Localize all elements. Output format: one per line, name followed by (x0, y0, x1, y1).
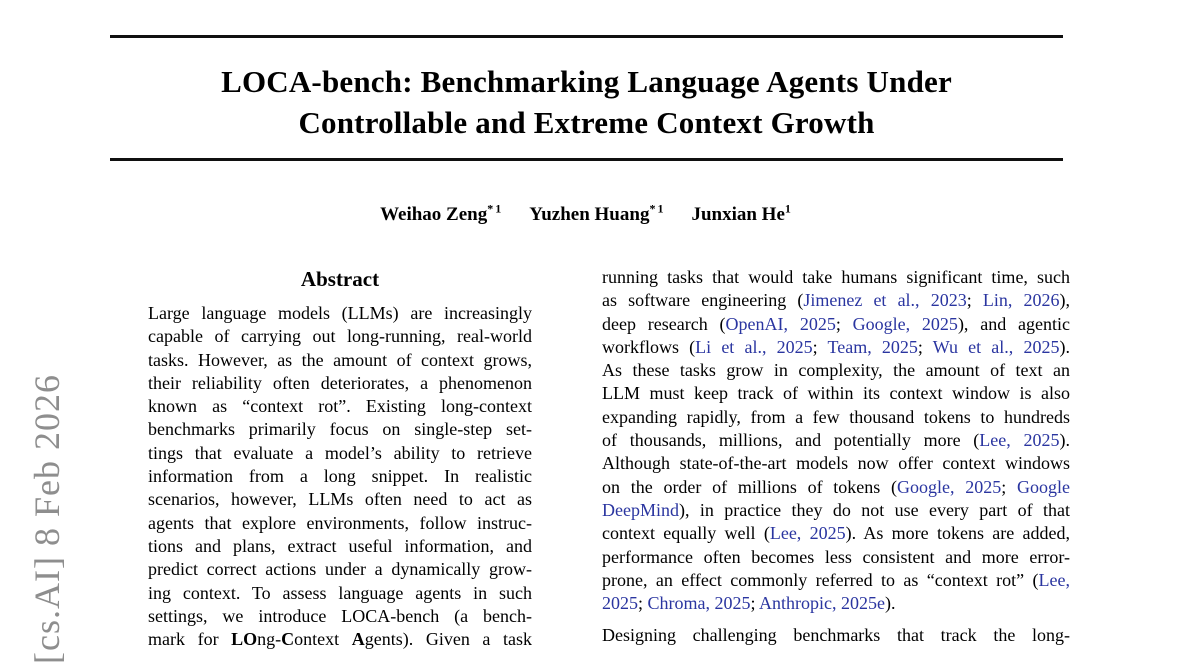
text-line: LLM must keep track of within its context window is also (602, 383, 1070, 404)
text-line: performance often becomes less consistent and more error- (602, 546, 1070, 567)
text-line: agents that explore environments, follow instruc- (148, 512, 532, 533)
text-line: prone, an effect commonly referred to as “context rot” (Lee, (602, 569, 1070, 590)
text-line: on the order of millions of tokens (Google, 2025; Google (602, 476, 1070, 497)
text-line: tions and plans, extract useful information, and (148, 535, 532, 556)
text-line: capable of carrying out long-running, real-world (148, 326, 532, 347)
text-line: Designing challenging benchmarks that track the long- (602, 625, 1070, 646)
abstract-paragraph (148, 302, 532, 651)
bold-text: LO (231, 629, 258, 650)
title-rule-bottom (110, 158, 1063, 161)
author-superscript: *1 (649, 202, 666, 216)
citation-link[interactable]: Google, 2025 (897, 476, 1002, 497)
citation-link[interactable]: Team, 2025 (827, 336, 918, 357)
citation-link[interactable]: DeepMind (602, 499, 679, 520)
text-line: scenarios, however, LLMs often need to act as (148, 489, 532, 510)
author-list (110, 202, 1063, 226)
intro-right-column (602, 266, 1070, 648)
paper-title-line1: LOCA-bench: Benchmarking Language Agents Under (221, 64, 952, 99)
text-line: ing context. To assess language agents in such (148, 582, 532, 603)
author-superscript: 1 (784, 202, 793, 216)
abstract-column (148, 302, 532, 651)
text-line: Large language models (LLMs) are increasingly (148, 303, 532, 323)
text-line: their reliability often deteriorates, a phenomenon (148, 372, 532, 393)
citation-link[interactable]: Lee, 2025 (979, 430, 1060, 451)
citation-link[interactable]: 2025 (602, 593, 638, 614)
author-name: Weihao Zeng (380, 204, 488, 226)
citation-link[interactable]: Google (1016, 476, 1070, 497)
text-line: running tasks that would take humans significant time, such (602, 267, 1070, 287)
text-line: known as “context rot”. Existing long-context (148, 396, 532, 417)
citation-link[interactable]: Lee, (1038, 569, 1070, 590)
text-line: Although state-of-the-art models now offer context windows (602, 453, 1070, 474)
arxiv-sidebar-label: [cs.AI] 8 Feb 2026 (27, 374, 67, 664)
paper-title-line2: Controllable and Extreme Context Growth (298, 105, 875, 140)
author (380, 204, 503, 225)
citation-link[interactable]: Li et al., 2025 (695, 336, 813, 357)
author-name: Yuzhen Huang (529, 204, 650, 226)
text-line: of thousands, millions, and potentially more (Lee, 2025). (602, 430, 1070, 451)
citation-link[interactable]: Lee, 2025 (769, 523, 846, 544)
text-line: expanding rapidly, from a few thousand tokens to hundreds (602, 406, 1070, 427)
text-line: benchmarks primarily focus on single-step set- (148, 419, 532, 440)
paragraph (602, 266, 1070, 615)
author-superscript: *1 (487, 202, 504, 216)
bold-text: A (351, 629, 365, 650)
text-line: tings that evaluate a model’s ability to retrieve (148, 442, 532, 463)
text-line: mark for LOng-Context Agents). Given a task (148, 629, 532, 650)
text-line: workflows (Li et al., 2025; Team, 2025; Wu et al., 2025). (602, 336, 1070, 357)
text-line: 2025; Chroma, 2025; Anthropic, 2025e). (602, 593, 896, 614)
text-line: information from a long snippet. In realistic (148, 466, 532, 487)
text-line: settings, we introduce LOCA-bench (a bench- (148, 605, 532, 626)
text-line: tasks. However, as the amount of context grows, (148, 349, 532, 370)
text-line: context equally well (Lee, 2025). As more tokens are added, (602, 523, 1070, 544)
text-line: predict correct actions under a dynamically grow- (148, 559, 532, 580)
citation-link[interactable]: Wu et al., 2025 (932, 336, 1060, 357)
citation-link[interactable]: Jimenez et al., 2023 (803, 290, 967, 311)
citation-link[interactable]: Google, 2025 (852, 313, 958, 334)
paper-title (110, 61, 1063, 143)
author (691, 204, 792, 225)
citation-link[interactable]: OpenAI, 2025 (725, 313, 836, 334)
text-line: DeepMind), in practice they do not use every part of that (602, 499, 1070, 520)
author (529, 204, 665, 225)
citation-link[interactable]: Anthropic, 2025e (759, 593, 886, 614)
citation-link[interactable]: Lin, 2026 (982, 290, 1060, 311)
text-line: as software engineering (Jimenez et al., 2023; Lin, 2026), (602, 290, 1070, 311)
paragraph (602, 624, 1070, 647)
citation-link[interactable]: Chroma, 2025 (647, 593, 751, 614)
abstract-heading: Abstract (300, 267, 380, 291)
author-name: Junxian He (691, 204, 785, 226)
text-line: As these tasks grow in complexity, the amount of text an (602, 360, 1070, 381)
title-rule-top (110, 35, 1063, 38)
bold-text: C (281, 629, 295, 650)
text-line: deep research (OpenAI, 2025; Google, 2025), and agentic (602, 313, 1070, 334)
